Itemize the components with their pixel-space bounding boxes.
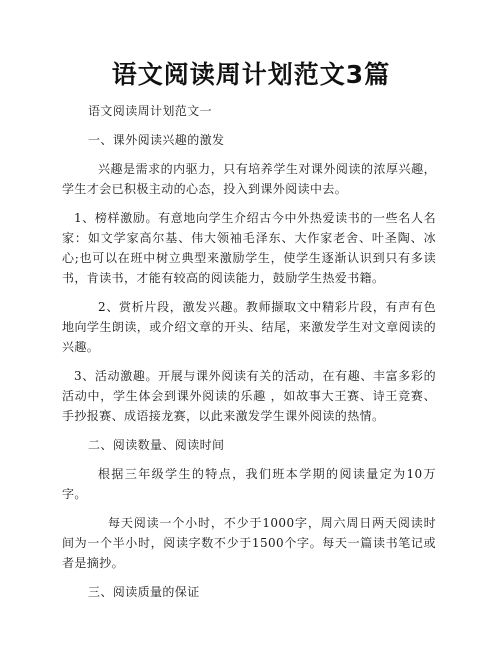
section-heading: 一、课外阅读兴趣的激发: [88, 133, 225, 147]
document-title: 语文阅读周计划范文3篇: [111, 60, 391, 89]
body-paragraph: 根据三年级学生的特点，我们班本学期的阅读量定为10万字。: [62, 467, 436, 501]
body-paragraph: 2、赏析片段，激发兴趣。教师撷取文中精彩片段，有声有色地向学生朗读，或介绍文章的开头、结尾，来激发学生对文章阅读的兴趣。: [62, 300, 436, 354]
section-heading: 二、阅读数量、阅读时间: [88, 438, 225, 452]
body-paragraph: 兴趣是需求的内驱力，只有培养学生对课外阅读的浓厚兴趣，学生才会已积极主动的心态，投入到课外阅读中去。: [62, 162, 436, 196]
body-paragraph: 3、活动激趣。开展与课外阅读有关的活动，在有趣、丰富多彩的活动中，学生体会到课外阅读的乐趣 ，如故事大王赛、诗王竞赛、手抄报赛、成语接龙赛，以此来激发学生课外阅读的热情。: [62, 369, 436, 423]
body-paragraph: 每天阅读一个小时，不少于1000字，周六周日两天阅读时间为一个半小时，阅读字数不少于1500个字。每天一篇读书笔记或者是摘抄。: [62, 516, 436, 570]
document-body: [62, 101, 436, 602]
section-heading: 三、阅读质量的保证: [88, 585, 200, 599]
section-heading: 语文阅读周计划范文一: [88, 104, 213, 118]
body-paragraph: 1、榜样激励。有意地向学生介绍古今中外热爱读书的一些名人名家：如文学家高尔基、伟大领袖毛泽东、大作家老舍、叶圣陶、冰心;也可以在班中树立典型来激励学生，使学生逐渐认识到只有多读书，肯读书，才能有较高的阅读能力，鼓励学生热爱书籍。: [62, 211, 436, 285]
